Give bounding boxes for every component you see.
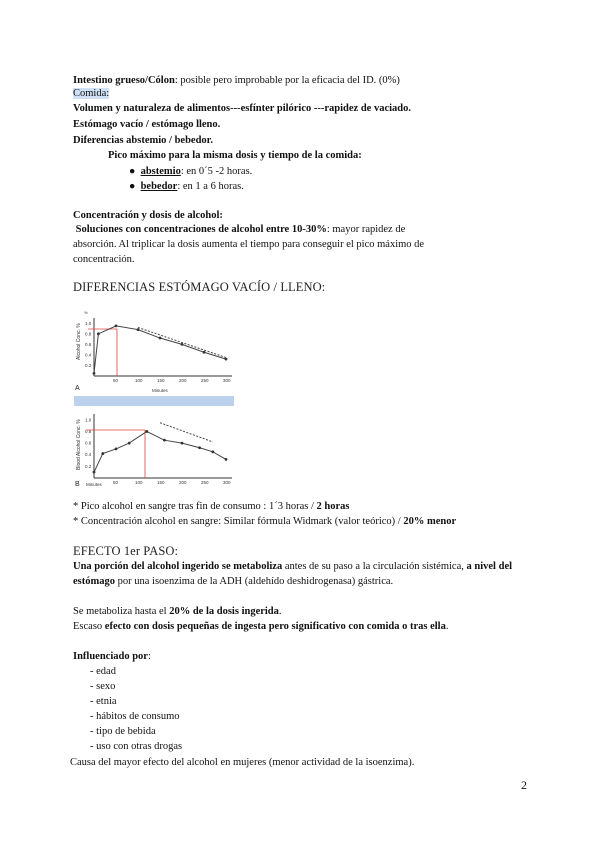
efecto-bold2: a nivel del estómago [73, 561, 513, 587]
pico-text: Pico máximo para la misma dosis y tiempo de la comida: [108, 150, 362, 161]
factor-item: - sexo [90, 681, 116, 692]
page-number: 2 [521, 778, 527, 792]
panel-b-ytick: 0.2 [85, 463, 92, 469]
panel-b-ylabel: Blood Alcohol Conc. % [76, 419, 82, 470]
panel-a-ytick: 0.2 [85, 362, 92, 368]
panel-a-data-point [93, 372, 96, 375]
diferencias-text: Diferencias abstemio / bebedor. [73, 135, 213, 146]
estomago-text: Estómago vacío / estómago lleno. [73, 119, 221, 130]
abstemio-term: abstemio [140, 166, 181, 177]
metaboliza-line [73, 605, 282, 618]
bebedor-term: bebedor [140, 181, 178, 192]
panel-a-ylabel: Alcohol Conc. % [76, 323, 82, 360]
panel-a-xtick: 100 [135, 378, 143, 383]
concentracion-title-line [73, 209, 223, 222]
factor-item: - uso con otras drogas [90, 741, 183, 752]
panel-b-xtick: 200 [179, 480, 187, 485]
estomago-line [73, 118, 220, 131]
influenciado-line [73, 650, 151, 663]
pico-line [108, 149, 362, 162]
concentracion-paragraph [73, 222, 433, 267]
diferencias-line [73, 134, 213, 147]
panel-b-xtick: 300 [223, 480, 231, 485]
figure-highlight-band [74, 396, 234, 406]
panel-b-data-point [93, 471, 96, 474]
panel-a-ytick: 0.6 [85, 341, 92, 347]
bullet-bebedor: ● bebedor: en 1 a 6 horas. [129, 181, 244, 192]
factor-item: - tipo de bebida [90, 726, 156, 737]
panel-a-xtick: 50 [113, 378, 119, 383]
panel-a-xtick: 200 [179, 378, 187, 383]
panel-b-label: B [75, 481, 80, 488]
metaboliza-bold: 20% de la dosis ingerida [169, 606, 279, 617]
comida-label-line [73, 87, 109, 100]
concentracion-title: Concentración y dosis de alcohol: [73, 210, 223, 221]
factor-item: - edad [90, 666, 116, 677]
concentracion-bold: Soluciones con concentraciones de alcohol entre 10-30% [75, 224, 327, 235]
panel-a-label: A [75, 385, 80, 392]
influenciado-colon: : [147, 651, 151, 662]
metaboliza-text: Se metaboliza hasta el [73, 606, 170, 617]
panel-b-data-point [198, 446, 201, 449]
panel-b-data-point [115, 448, 118, 451]
factor-item: - hábitos de consumo [90, 711, 180, 722]
heading-diferencias: DIFERENCIAS ESTÓMAGO VACÍO / LLENO: [73, 280, 326, 294]
panel-a-data-point [159, 337, 162, 340]
causa-line: Causa del mayor efecto del alcohol en mujeres (menor actividad de la isoenzima). [70, 757, 415, 768]
note-pico [73, 500, 349, 513]
panel-a-ytick: 1.0 [85, 320, 92, 326]
panel-b-xtick: 150 [157, 480, 165, 485]
panel-b-data-point [225, 458, 228, 461]
bebedor-text: : en 1 a 6 horas. [177, 181, 244, 192]
panel-b-ytick: 0.4 [85, 452, 92, 458]
alcohol-concentration-figure [74, 310, 234, 490]
panel-a-data-point [97, 332, 100, 335]
volumen-line [73, 102, 411, 115]
panel-b-xtick: 100 [135, 480, 143, 485]
panel-a-xlabel: Minutes [152, 388, 168, 393]
note-concentracion-text: * Concentración alcohol en sangre: Similar fórmula Widmark (valor teórico) / [73, 516, 404, 527]
panel-a-data-point [203, 351, 206, 354]
efecto-paragraph [73, 559, 525, 589]
note-concentracion [73, 515, 456, 528]
panel-b-ytick: 1.0 [85, 417, 92, 423]
influenciado-bold: Influenciado por [73, 651, 148, 662]
panel-a-ytick: 0.4 [85, 352, 92, 358]
note-pico-bold: 2 horas [316, 501, 350, 512]
panel-b-data-point [211, 450, 214, 453]
note-concentracion-bold: 20% menor [403, 516, 457, 527]
panel-a-ytick: 0.8 [85, 331, 92, 337]
panel-a-xtick: 250 [201, 378, 209, 383]
intestino-line [73, 74, 400, 87]
escaso-text: Escaso [73, 621, 105, 632]
panel-b-data-point [163, 439, 166, 442]
panel-b-ytick: 0.8 [85, 428, 92, 434]
concentracion-text: : mayor rapidez de absorción. Al triplicar la dosis aumenta el tiempo para conseguir el pico máximo de concentración. [73, 224, 425, 265]
panel-a-data-point [137, 328, 140, 331]
efecto-end: por una isoenzima de la ADH (aldehído deshidrogenasa) gástrica. [115, 576, 394, 587]
bullet-abstemio: ● abstemio: en 0´5 -2 horas. [129, 166, 253, 177]
metaboliza-end: . [278, 606, 282, 617]
intestino-text: : posible pero improbable por la eficacia del ID. (0%) [174, 75, 400, 86]
panel-a-yunit: % [84, 310, 88, 315]
factor-item: - etnia [90, 696, 117, 707]
panel-b-data-point [101, 452, 104, 455]
panel-b-xtick: 250 [201, 480, 209, 485]
panel-a-data-point [181, 343, 184, 346]
panel-b-data-point [181, 442, 184, 445]
intestino-bold: Intestino grueso/Cólon [73, 75, 175, 86]
volumen-text: Volumen y naturaleza de alimentos---esfínter pilórico ---rapidez de vaciado. [73, 103, 411, 114]
heading-efecto: EFECTO 1er PASO: [73, 544, 179, 558]
panel-a-xtick: 150 [157, 378, 165, 383]
panel-b-data-point [128, 442, 131, 445]
efecto-mid: antes de su paso a la circulación sistémica, [282, 561, 467, 572]
comida-label: Comida: [73, 88, 110, 99]
panel-b-data-point [145, 430, 148, 433]
escaso-line [73, 620, 448, 633]
panel-a-data-point [225, 358, 228, 361]
panel-b-ytick: 0.6 [85, 440, 92, 446]
panel-b-xlabel: Minutes [86, 482, 102, 487]
escaso-bold: efecto con dosis pequeñas de ingesta pero significativo con comida o tras ella [104, 621, 446, 632]
panel-b-xtick: 50 [113, 480, 119, 485]
abstemio-text: : en 0´5 -2 horas. [180, 166, 253, 177]
escaso-end: . [445, 621, 449, 632]
note-pico-text: * Pico alcohol en sangre tras fin de consumo : 1´3 horas / [73, 501, 317, 512]
efecto-bold1: Una porción del alcohol ingerido se metaboliza [73, 561, 283, 572]
panel-a-xtick: 300 [223, 378, 231, 383]
panel-a-data-point [115, 325, 118, 328]
